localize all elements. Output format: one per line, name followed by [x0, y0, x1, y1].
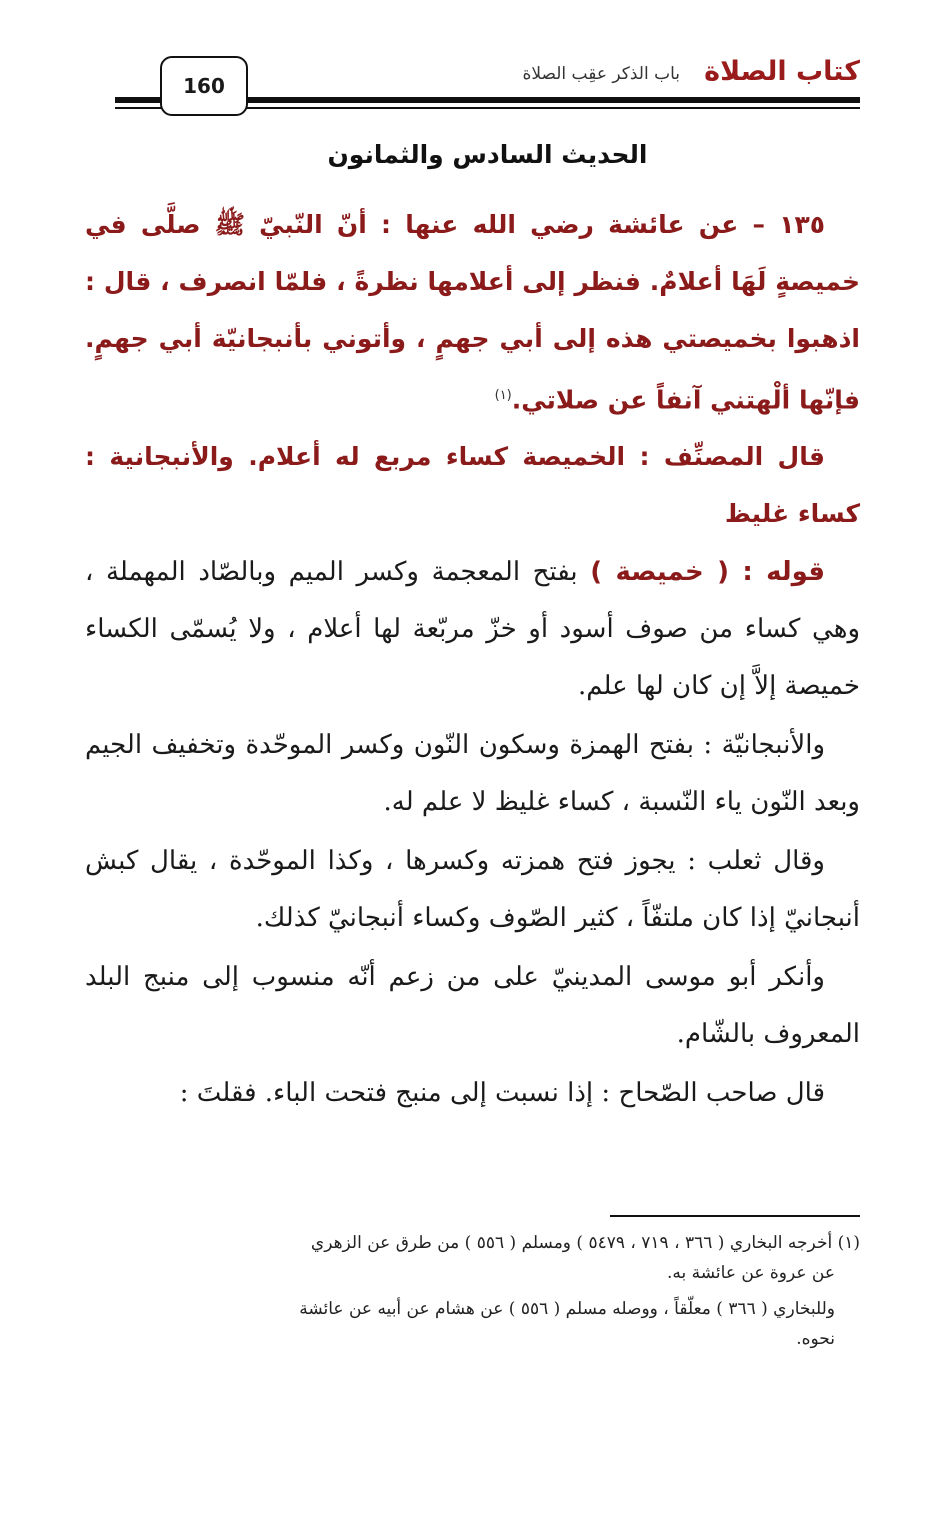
- main-content: [85, 196, 860, 1122]
- page-number: 160: [160, 56, 248, 116]
- commentary-paragraph: [85, 544, 860, 715]
- commentary-lead: قوله : ( خميصة ): [590, 557, 825, 588]
- page-header: [115, 52, 860, 98]
- footnote-line: وللبخاري ( ٣٦٦ ) معلّقاً ، ووصله مسلم ( ٥٥٦ ) عن هشام عن أبيه عن عائشة: [299, 1299, 835, 1319]
- footnote-line: نحوه.: [796, 1329, 835, 1349]
- footnote-line: عن عروة عن عائشة به.: [666, 1263, 835, 1283]
- author-note: قال المصنِّف : الخميصة كساء مربع له أعلام. والأنبجانية : كساء غليظ: [85, 442, 860, 529]
- footnote-marker: (١): [494, 388, 512, 403]
- commentary-paragraph: والأنبجانيّة : بفتح الهمزة وسكون النّون وكسر الموحّدة وتخفيف الجيم وبعد النّون ياء النّسبة ، كساء غليظ لا علم له.: [85, 730, 860, 818]
- hadith-text: [85, 196, 860, 428]
- hadith-heading: الحديث السادس والثمانون: [327, 140, 648, 169]
- footnotes: [115, 1228, 860, 1360]
- book-title: كتاب الصلاة: [704, 56, 860, 87]
- hadith-body: ١٣٥ – عن عائشة رضي الله عنها : أنّ النّبيّ ﷺ صلَّى في خميصةٍ لَهَا أعلامٌ. فنظر إلى أعلامها نظرةً ، فلمّا انصرف ، قال : اذهبوا بخميصتي هذه إلى أبي جهمٍ ، وأتوني بأنبجانيّة أبي جهمٍ. فإنّها ألْهتني آنفاً عن صلاتي.: [85, 210, 860, 415]
- footnote: [115, 1228, 860, 1288]
- footnote-separator: [610, 1215, 860, 1217]
- commentary-paragraph: قال صاحب الصّحاح : إذا نسبت إلى منبج فتحت الباء. فقلتَ :: [179, 1078, 825, 1109]
- commentary-text: بفتح المعجمة وكسر الميم وبالصّاد المهملة ، وهي كساء من صوف أسود أو خزّ مربّعة لها أعلام ، ولا يُسمّى الكساء خميصة إلاَّ إن كان لها علم.: [85, 557, 860, 702]
- chapter-title: باب الذكر عقِب الصلاة: [522, 64, 680, 84]
- commentary-paragraph: وقال ثعلب : يجوز فتح همزته وكسرها ، وكذا الموحّدة ، يقال كبش أنبجانيّ إذا كان ملتفّاً ، كثير الصّوف وكساء أنبجانيّ كذلك.: [85, 846, 860, 934]
- footnote: [115, 1294, 860, 1354]
- commentary-paragraph: وأنكر أبو موسى المدينيّ على من زعم أنّه منسوب إلى منبج البلد المعروف بالشّام.: [85, 962, 860, 1050]
- footnote-line: (١) أخرجه البخاري ( ٣٦٦ ، ٧١٩ ، ٥٤٧٩ ) ومسلم ( ٥٥٦ ) من طرق عن الزهري: [310, 1233, 860, 1253]
